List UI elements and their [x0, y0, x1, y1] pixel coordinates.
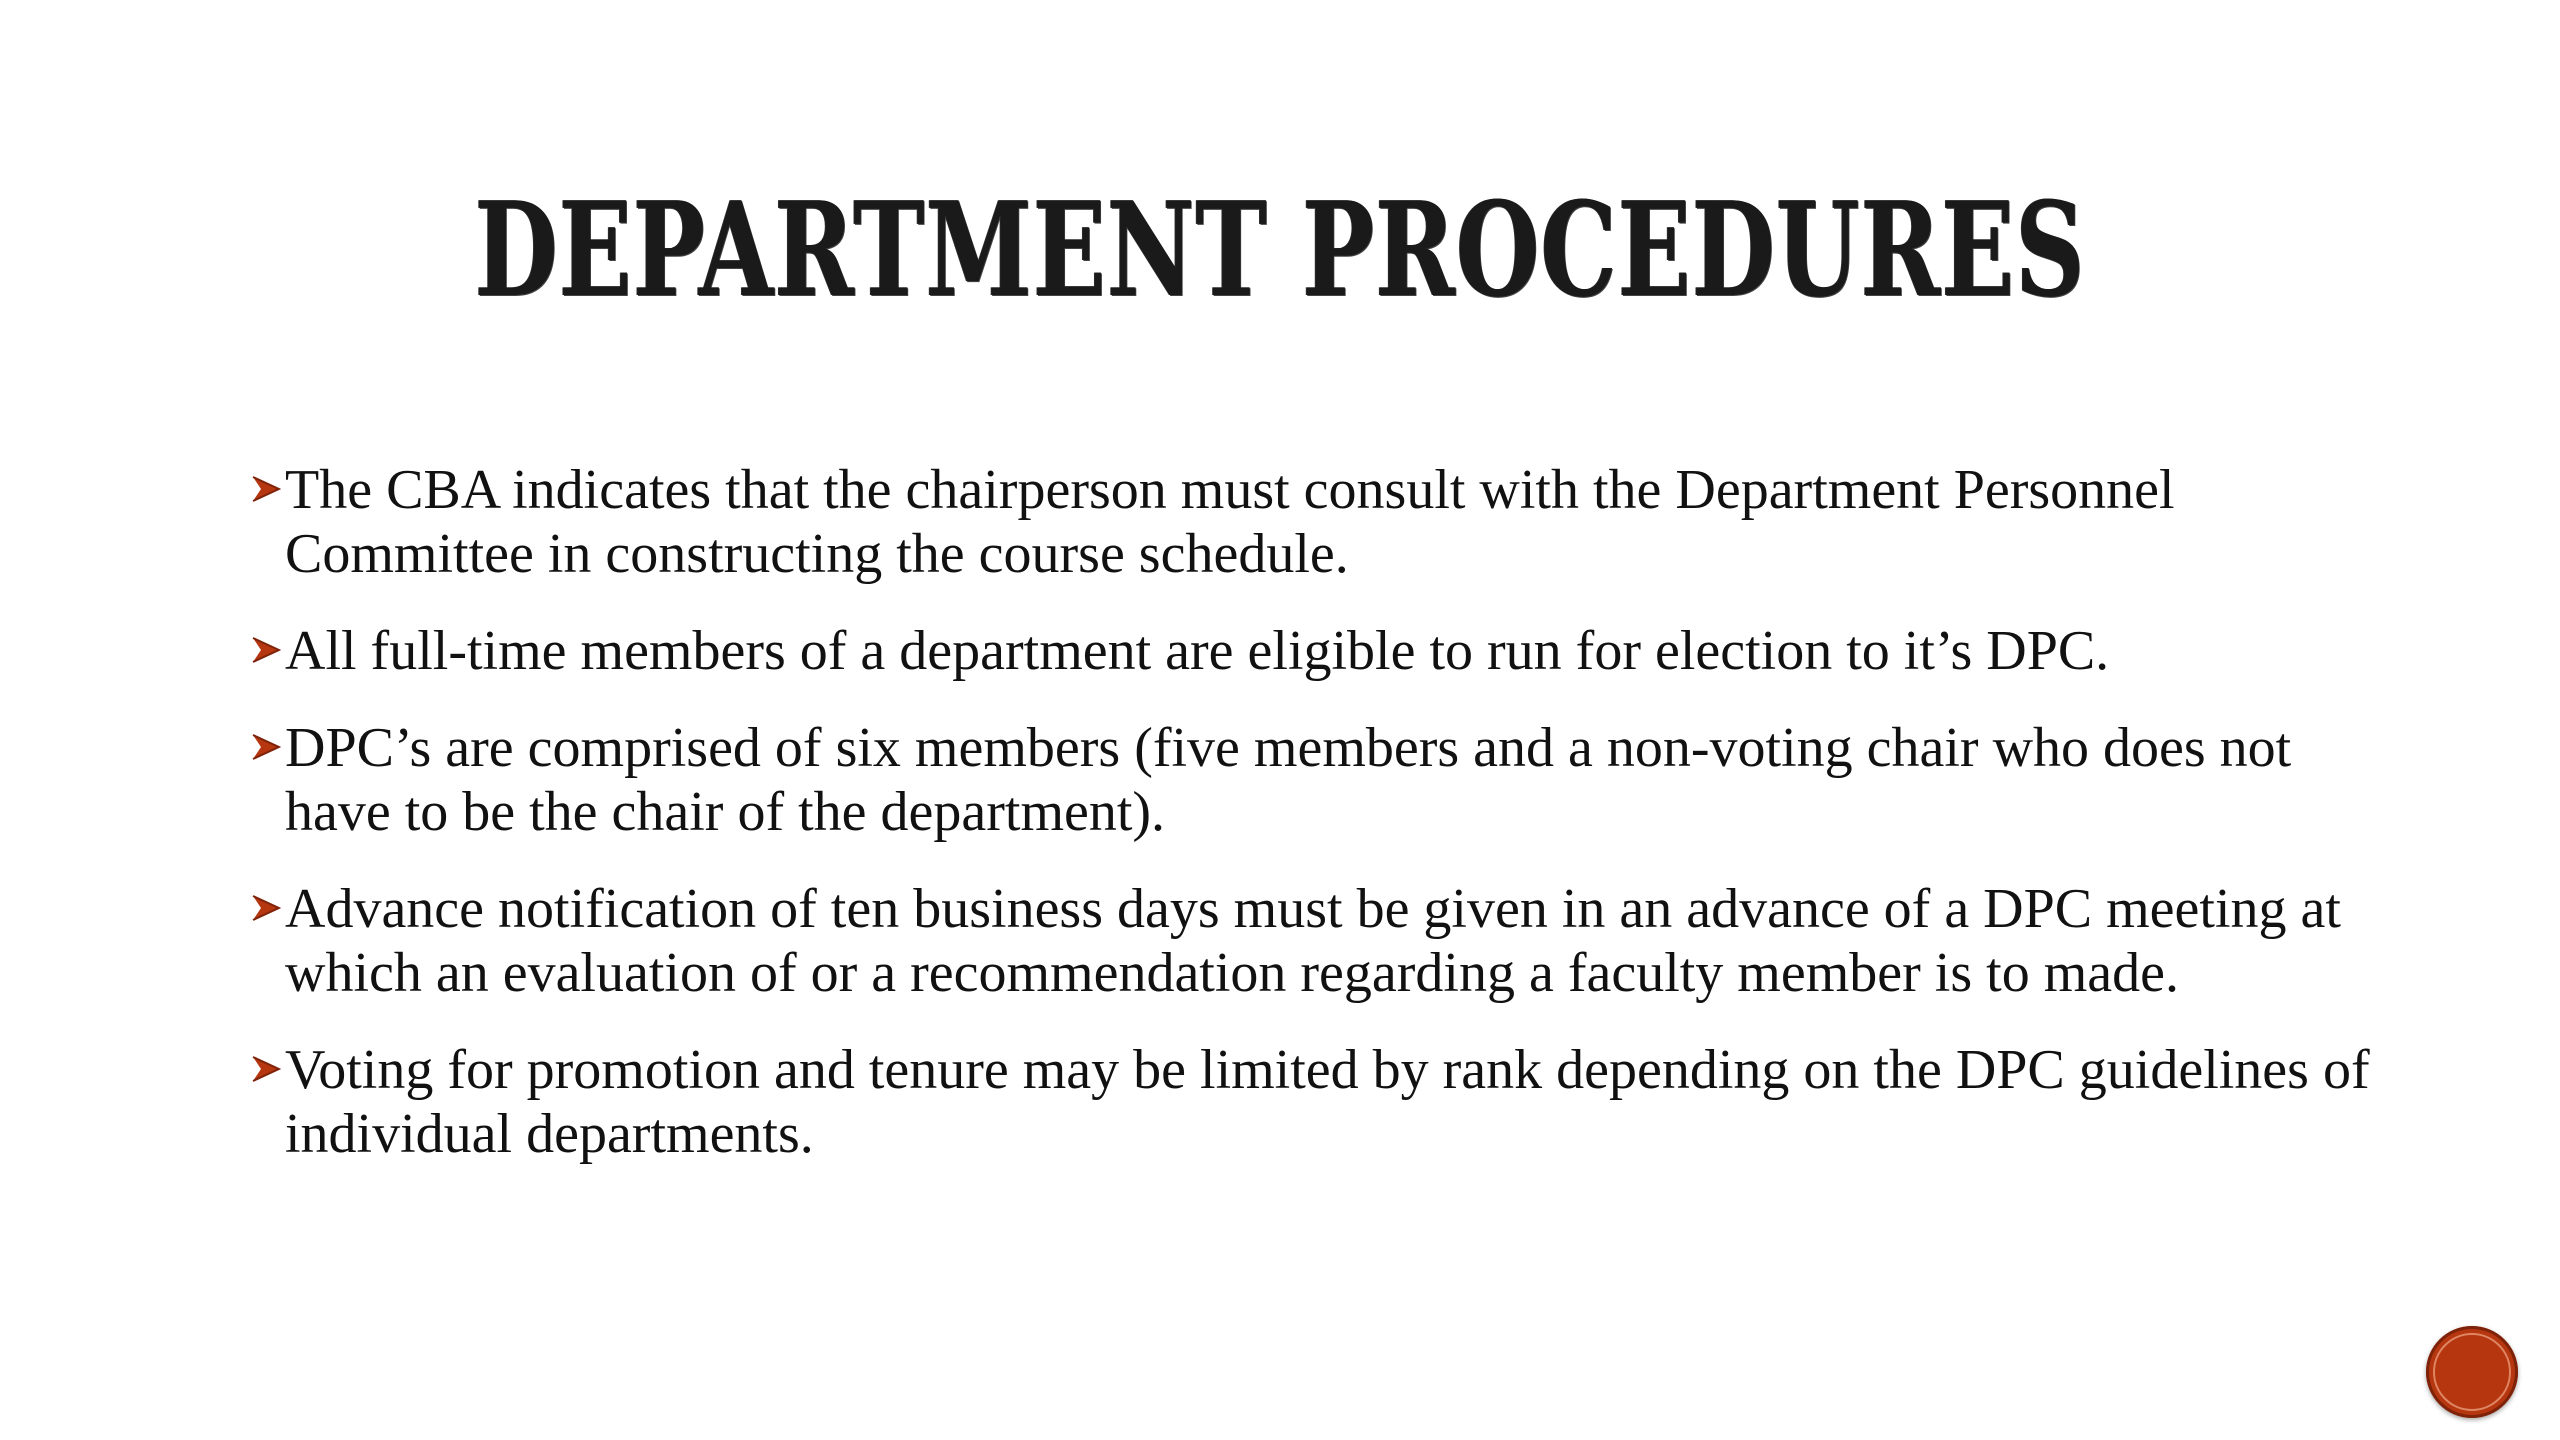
bullet-item: [245, 877, 2375, 1005]
slide-title: DEPARTMENT PROCEDURES: [474, 173, 2086, 326]
bullet-text: Advance notification of ten business days must be given in an advance of a DPC meeting at which an evaluation of or a recommendation regarding a faculty member is to made.: [285, 878, 2341, 1004]
bullet-text: The CBA indicates that the chairperson must consult with the Department Personnel Committee in constructing the course schedule.: [285, 459, 2175, 585]
arrow-bullet-icon: [251, 732, 281, 762]
arrow-bullet-icon: [251, 1054, 281, 1084]
badge-ring: [2433, 1333, 2511, 1411]
bullet-text: All full-time members of a department are eligible to run for election to it’s DPC.: [285, 620, 2110, 682]
bullet-item: [245, 458, 2375, 586]
arrow-bullet-icon: [251, 893, 281, 923]
slide-number-badge: [2426, 1326, 2518, 1418]
bullet-text: Voting for promotion and tenure may be limited by rank depending on the DPC guidelines of individual departments.: [285, 1039, 2370, 1165]
bullet-item: [245, 716, 2375, 844]
bullet-text: DPC’s are comprised of six members (five members and a non-voting chair who does not have to be the chair of the department).: [285, 717, 2292, 843]
bullet-item: [245, 619, 2375, 683]
arrow-bullet-icon: [251, 635, 281, 665]
bullet-list: [245, 458, 2375, 1199]
arrow-bullet-icon: [251, 474, 281, 504]
bullet-item: [245, 1038, 2375, 1166]
